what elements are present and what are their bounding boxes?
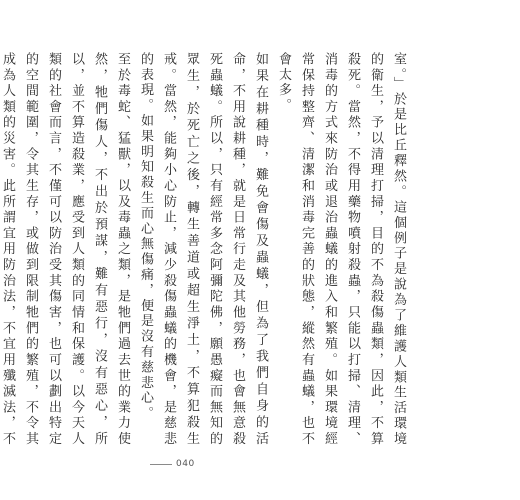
paragraph: 如果在耕種時，難免會傷及蟲蟻，但為了我們自身的活命，不用說耕種，就是日常行走及其他勞務，也會無意殺死蟲蟻。所以，只有經常多念阿彌陀佛，願愚癡而無知的眾生，於死亡之後，轉生善道或超生淨土，不算犯殺生戒。當然，能夠小心防止，減少殺傷蟲蟻的機會，是慈悲的表現。如果明知殺生而心無傷痛，便是沒有慈悲心。 bbox=[138, 52, 268, 447]
paragraph: 室。」於是比丘釋然。這個例子是說為了維護人類生活環境的衛生，予以清理打掃，目的不為殺傷蟲類，因此，不算殺死。當然，不得用藥物噴射殺蟲，只能以打掃、清理、消毒的方式來防治或退治蟲蟻的進入和繁殖。如果環境經常保持整齊、清潔和消毒完善的狀態，縱然有蟲蟻，也不會太多。 bbox=[276, 52, 406, 447]
page-number: 040 bbox=[176, 459, 195, 469]
page-footer bbox=[150, 459, 195, 469]
paragraph: 至於毒蛇、猛獸，以及毒蟲之類，是牠們過去世的業力使然，牠們傷人，不出於預謀，難有惡行，沒有惡心，所以，並不算造殺業，應受到人類的同情和保護。以今天人類的社會而言，不僅可以防治受其傷害，也可以劃出特定的空間範圍，令其生存，或做到限制牠們的繁殖，不令其成為人類的災害。此所謂宜用防治法，不宜用殲滅法，不 bbox=[0, 52, 130, 447]
footer-rule bbox=[150, 464, 172, 465]
body-text bbox=[0, 52, 410, 447]
